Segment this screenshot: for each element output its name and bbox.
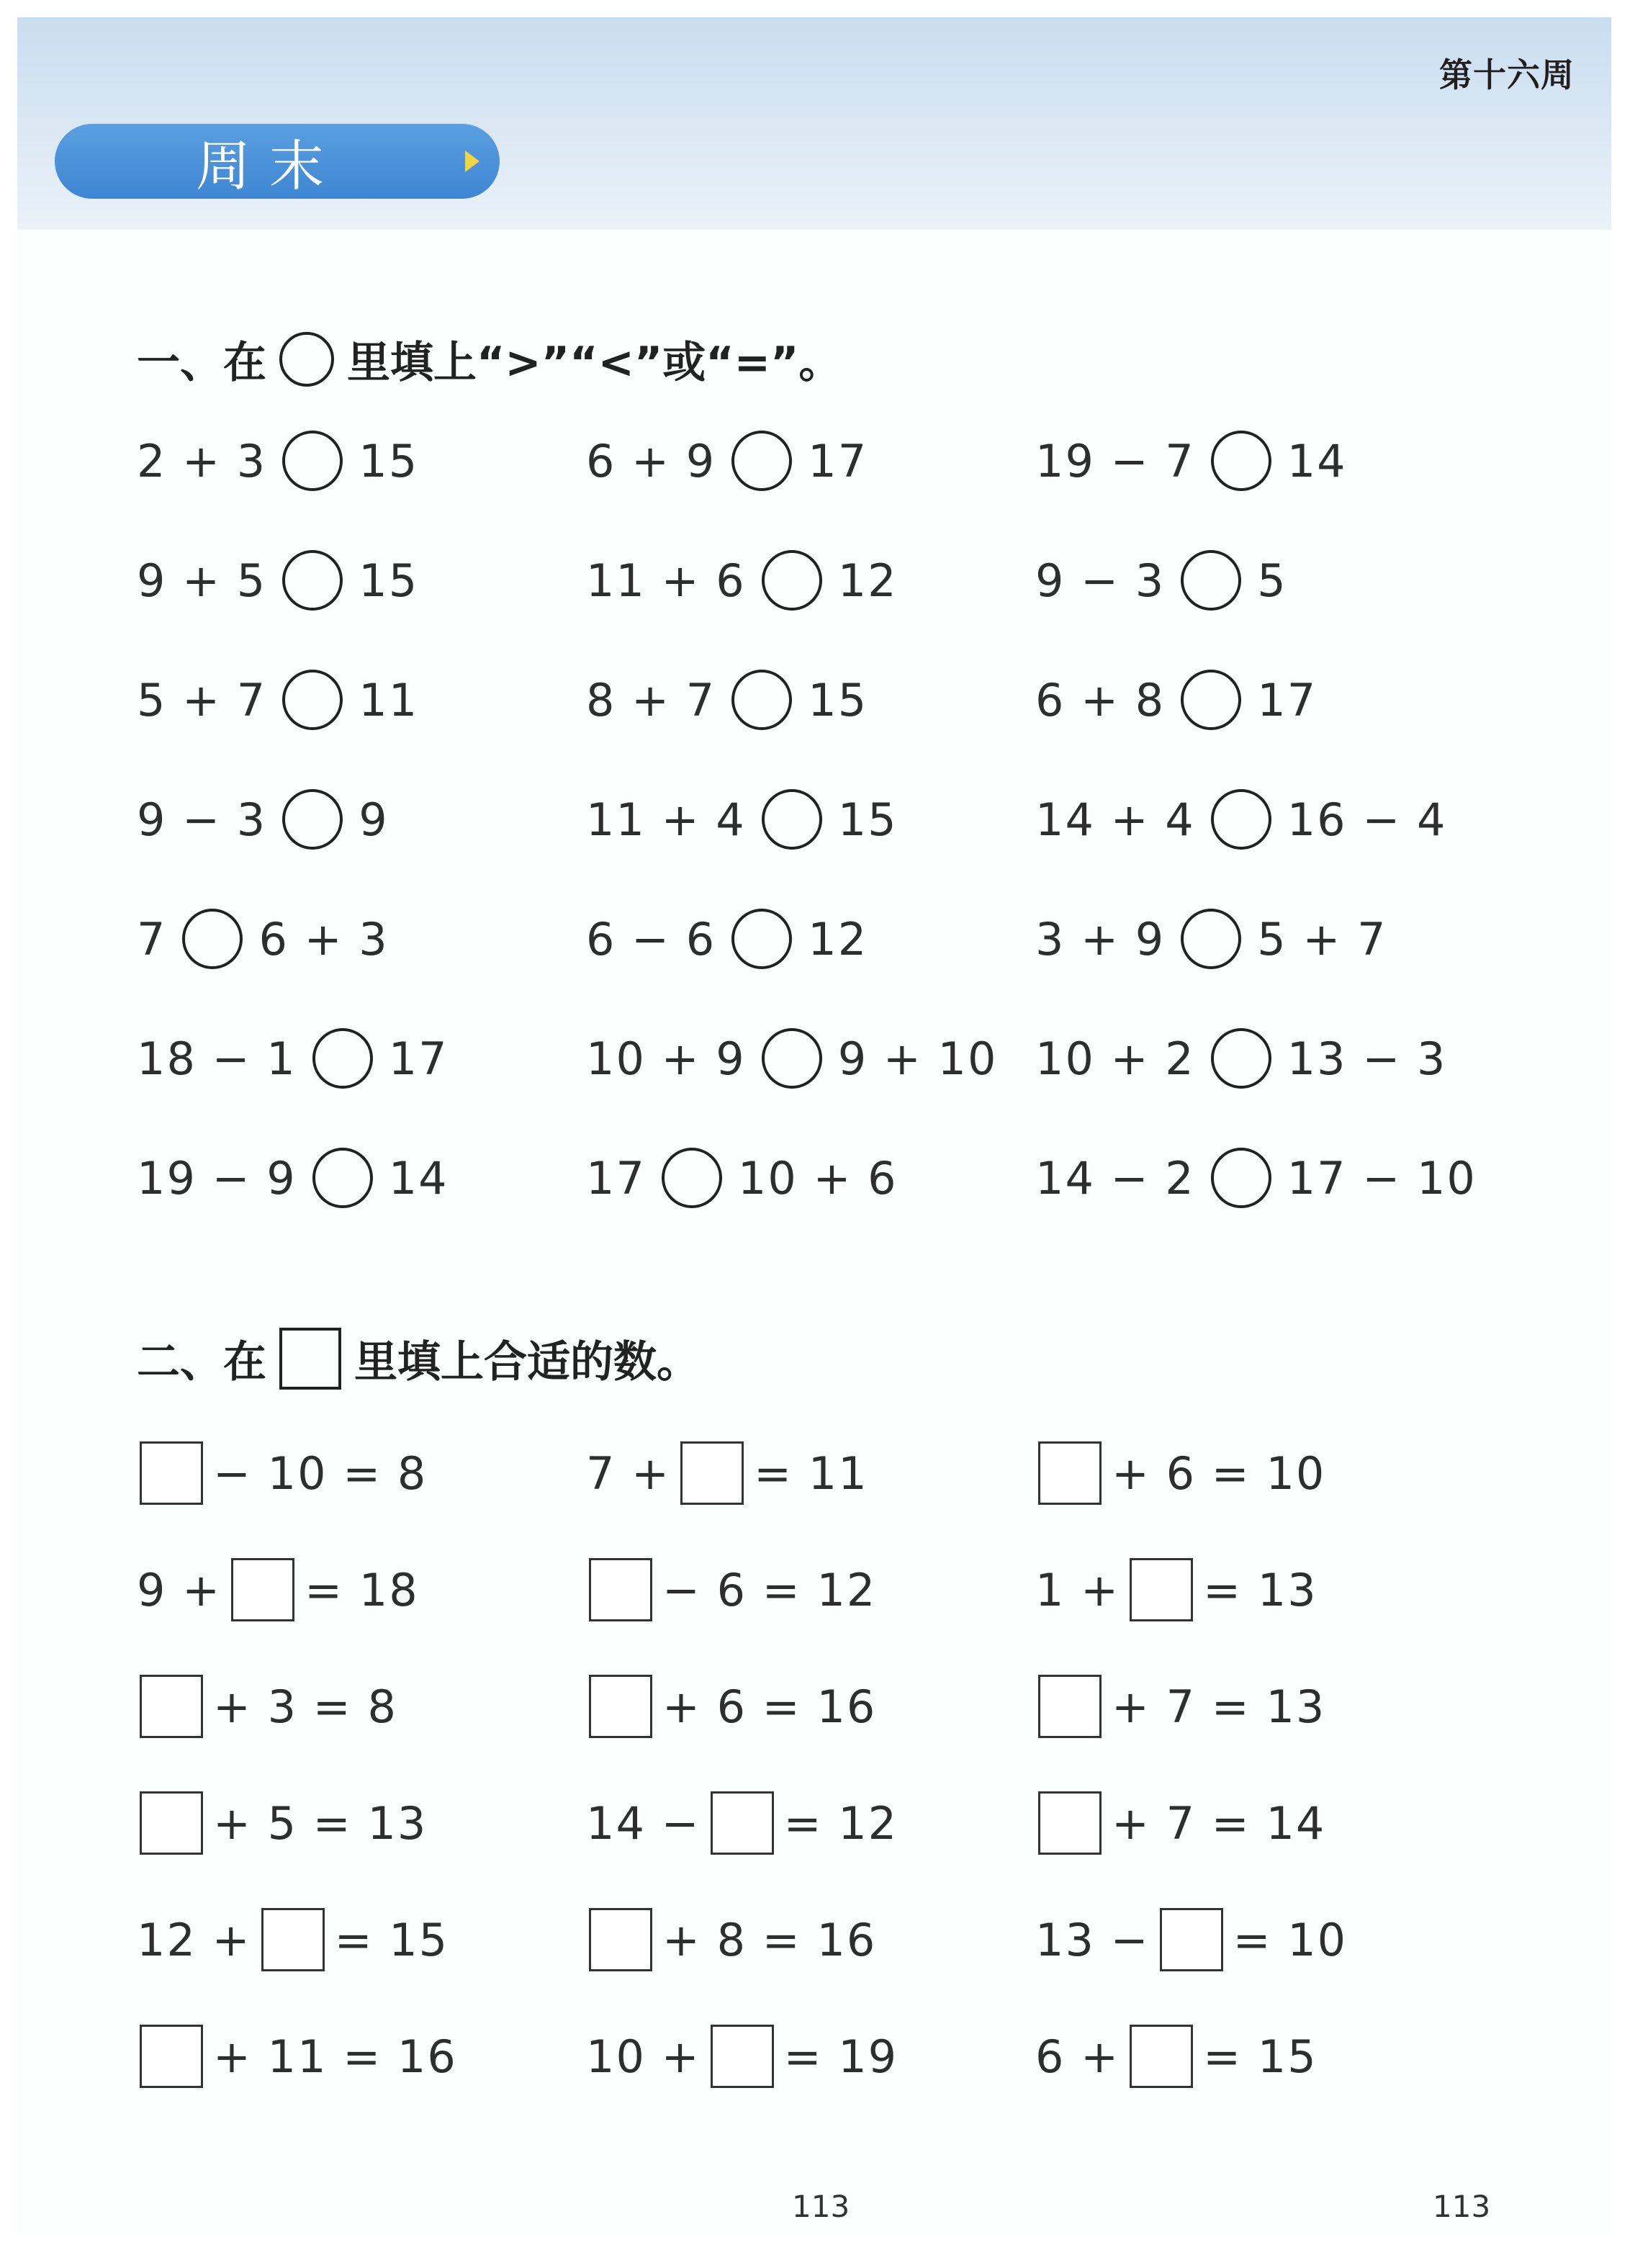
expr-after: + 5 = 13	[213, 1796, 428, 1850]
fill-in-problem	[1035, 1554, 1496, 1626]
comparison-problem	[1035, 1142, 1496, 1214]
answer-circle[interactable]	[1211, 1028, 1271, 1089]
comparison-problem	[137, 1022, 586, 1094]
answer-box[interactable]	[589, 1908, 652, 1971]
answer-circle[interactable]	[1211, 1148, 1271, 1208]
comparison-grid	[137, 425, 1505, 1261]
expr-right: 12	[837, 554, 898, 607]
comparison-problem	[137, 783, 586, 855]
expr-right: 12	[808, 912, 868, 966]
answer-box[interactable]	[1038, 1675, 1102, 1738]
expr-before: 13 −	[1035, 1913, 1150, 1966]
expr-before: 6 +	[1035, 2030, 1120, 2083]
answer-circle[interactable]	[762, 550, 822, 611]
answer-circle[interactable]	[1181, 670, 1241, 730]
expr-after: = 11	[754, 1446, 868, 1500]
fill-in-problem	[586, 1904, 1035, 1976]
expr-left: 7	[137, 912, 167, 966]
comparison-problem	[137, 664, 586, 736]
fill-in-problem	[586, 1670, 1035, 1742]
expr-before: 1 +	[1035, 1563, 1120, 1616]
comparison-problem	[586, 544, 1035, 616]
weekend-title: 周末	[196, 133, 343, 198]
comparison-problem	[1035, 783, 1496, 855]
answer-box[interactable]	[1130, 2025, 1193, 2088]
expr-left: 6 + 8	[1035, 673, 1166, 726]
expr-left: 8 + 7	[586, 673, 716, 726]
fill-in-problem	[137, 1904, 586, 1976]
expr-after: = 13	[1203, 1563, 1318, 1616]
expr-left: 9 − 3	[137, 793, 267, 846]
expr-right: 5 + 7	[1257, 912, 1387, 966]
page-number-center: 113	[792, 2189, 850, 2224]
expr-left: 2 + 3	[137, 434, 267, 487]
answer-box[interactable]	[589, 1558, 652, 1621]
answer-circle[interactable]	[282, 431, 343, 491]
comparison-problem	[586, 1022, 1035, 1094]
expr-left: 9 + 5	[137, 554, 267, 607]
answer-box[interactable]	[140, 2025, 203, 2088]
expr-after: + 11 = 16	[213, 2030, 457, 2083]
answer-circle[interactable]	[282, 550, 343, 611]
answer-box[interactable]	[680, 1441, 744, 1505]
expr-after: + 3 = 8	[213, 1680, 397, 1733]
expr-left: 18 − 1	[137, 1032, 297, 1085]
comparison-problem	[586, 1142, 1035, 1214]
section1-heading	[137, 328, 842, 390]
expr-left: 19 − 7	[1035, 434, 1195, 487]
answer-circle[interactable]	[312, 1028, 373, 1089]
answer-circle[interactable]	[1181, 550, 1241, 611]
expr-right: 9 + 10	[837, 1032, 998, 1085]
answer-circle[interactable]	[1181, 909, 1241, 969]
expr-right: 17	[1257, 673, 1318, 726]
answer-box[interactable]	[711, 1791, 774, 1855]
expr-after: = 15	[334, 1913, 449, 1966]
answer-circle[interactable]	[282, 670, 343, 730]
comparison-problem	[137, 544, 586, 616]
expr-before: 14 −	[586, 1796, 701, 1850]
answer-box[interactable]	[140, 1441, 203, 1505]
comparison-problem	[586, 664, 1035, 736]
comparison-problem	[1035, 664, 1496, 736]
answer-box[interactable]	[1038, 1441, 1102, 1505]
answer-circle[interactable]	[731, 909, 792, 969]
expr-right: 15	[808, 673, 868, 726]
answer-circle[interactable]	[762, 1028, 822, 1089]
expr-left: 6 + 9	[586, 434, 716, 487]
comparison-problem	[1035, 425, 1496, 497]
expr-after: + 6 = 16	[662, 1680, 877, 1733]
fill-in-problem	[1035, 1437, 1496, 1509]
fill-in-problem	[137, 1670, 586, 1742]
fill-in-problem	[1035, 1670, 1496, 1742]
expr-right: 17	[388, 1032, 449, 1085]
fill-in-problem	[137, 1787, 586, 1859]
expr-right: 14	[388, 1151, 449, 1205]
expr-right: 17 − 10	[1287, 1151, 1477, 1205]
expr-after: = 15	[1203, 2030, 1318, 2083]
expr-after: − 6 = 12	[662, 1563, 877, 1616]
comparison-problem	[1035, 1022, 1496, 1094]
answer-box[interactable]	[261, 1908, 325, 1971]
section2-heading	[137, 1328, 700, 1390]
expr-left: 11 + 4	[586, 793, 746, 846]
expr-right: 14	[1287, 434, 1347, 487]
comparison-problem	[586, 783, 1035, 855]
expr-before: 10 +	[586, 2030, 701, 2083]
weekend-tab	[55, 124, 500, 199]
expr-left: 14 − 2	[1035, 1151, 1195, 1205]
fill-in-problem	[137, 1554, 586, 1626]
page-number-right: 113	[1433, 2189, 1491, 2224]
fill-in-problem	[137, 1437, 586, 1509]
answer-circle[interactable]	[282, 789, 343, 850]
expr-left: 17	[586, 1151, 646, 1205]
expr-right: 11	[359, 673, 419, 726]
answer-box[interactable]	[589, 1675, 652, 1738]
comparison-problem	[586, 903, 1035, 975]
comparison-problem	[1035, 903, 1496, 975]
fill-in-problem	[1035, 1904, 1496, 1976]
expr-left: 10 + 9	[586, 1032, 746, 1085]
expr-right: 17	[808, 434, 868, 487]
fill-in-grid	[137, 1437, 1505, 2137]
expr-after: + 7 = 13	[1112, 1680, 1326, 1733]
expr-left: 14 + 4	[1035, 793, 1195, 846]
expr-after: = 12	[783, 1796, 898, 1850]
section1-heading-prefix: 一、在	[137, 338, 266, 388]
comparison-problem	[137, 425, 586, 497]
answer-circle[interactable]	[1211, 431, 1271, 491]
expr-right: 15	[837, 793, 898, 846]
fill-in-problem	[586, 1787, 1035, 1859]
expr-before: 12 +	[137, 1913, 251, 1966]
expr-right: 6 + 3	[258, 912, 389, 966]
expr-left: 9 − 3	[1035, 554, 1166, 607]
answer-circle[interactable]	[1211, 789, 1271, 850]
expr-left: 19 − 9	[137, 1151, 297, 1205]
answer-box[interactable]	[140, 1675, 203, 1738]
section2-heading-instruction: 里填上合适的数。	[354, 1337, 700, 1387]
expr-before: 7 +	[586, 1446, 671, 1500]
answer-box[interactable]	[231, 1558, 294, 1621]
answer-box[interactable]	[1038, 1791, 1102, 1855]
expr-right: 16 − 4	[1287, 793, 1447, 846]
expr-left: 6 − 6	[586, 912, 716, 966]
answer-box[interactable]	[1160, 1908, 1223, 1971]
comparison-problem	[1035, 544, 1496, 616]
expr-after: = 19	[783, 2030, 898, 2083]
expr-after: + 8 = 16	[662, 1913, 877, 1966]
expr-left: 3 + 9	[1035, 912, 1166, 966]
fill-in-problem	[586, 2020, 1035, 2092]
expr-left: 5 + 7	[137, 673, 267, 726]
play-arrow-icon	[465, 150, 479, 172]
answer-box[interactable]	[1130, 1558, 1193, 1621]
fill-in-problem	[1035, 1787, 1496, 1859]
expr-right: 10 + 6	[737, 1151, 898, 1205]
comparison-problem	[586, 425, 1035, 497]
comparison-problem	[137, 1142, 586, 1214]
section1-heading-instruction: 里填上“>”“<”或“=”。	[347, 338, 842, 388]
expr-right: 9	[359, 793, 389, 846]
comparison-problem	[137, 903, 586, 975]
fill-in-problem	[137, 2020, 586, 2092]
expr-after: − 10 = 8	[213, 1446, 428, 1500]
expr-after: + 7 = 14	[1112, 1796, 1326, 1850]
expr-after: = 18	[305, 1563, 419, 1616]
answer-circle[interactable]	[662, 1148, 722, 1208]
expr-right: 15	[359, 434, 419, 487]
expr-after: + 6 = 10	[1112, 1446, 1326, 1500]
answer-circle[interactable]	[762, 789, 822, 850]
week-label: 第十六周	[1439, 55, 1575, 94]
fill-in-problem	[1035, 2020, 1496, 2092]
expr-right: 13 − 3	[1287, 1032, 1447, 1085]
expr-before: 9 +	[137, 1563, 222, 1616]
answer-box[interactable]	[711, 2025, 774, 2088]
expr-left: 10 + 2	[1035, 1032, 1195, 1085]
expr-left: 11 + 6	[586, 554, 746, 607]
fill-in-problem	[586, 1554, 1035, 1626]
section2-heading-prefix: 二、在	[137, 1337, 266, 1387]
circle-icon	[279, 332, 334, 387]
answer-circle[interactable]	[731, 670, 792, 730]
expr-after: = 10	[1233, 1913, 1348, 1966]
expr-right: 15	[359, 554, 419, 607]
answer-circle[interactable]	[182, 909, 243, 969]
expr-right: 5	[1257, 554, 1287, 607]
fill-in-problem	[586, 1437, 1035, 1509]
square-box-icon	[279, 1328, 341, 1390]
answer-circle[interactable]	[312, 1148, 373, 1208]
answer-box[interactable]	[140, 1791, 203, 1855]
answer-circle[interactable]	[731, 431, 792, 491]
